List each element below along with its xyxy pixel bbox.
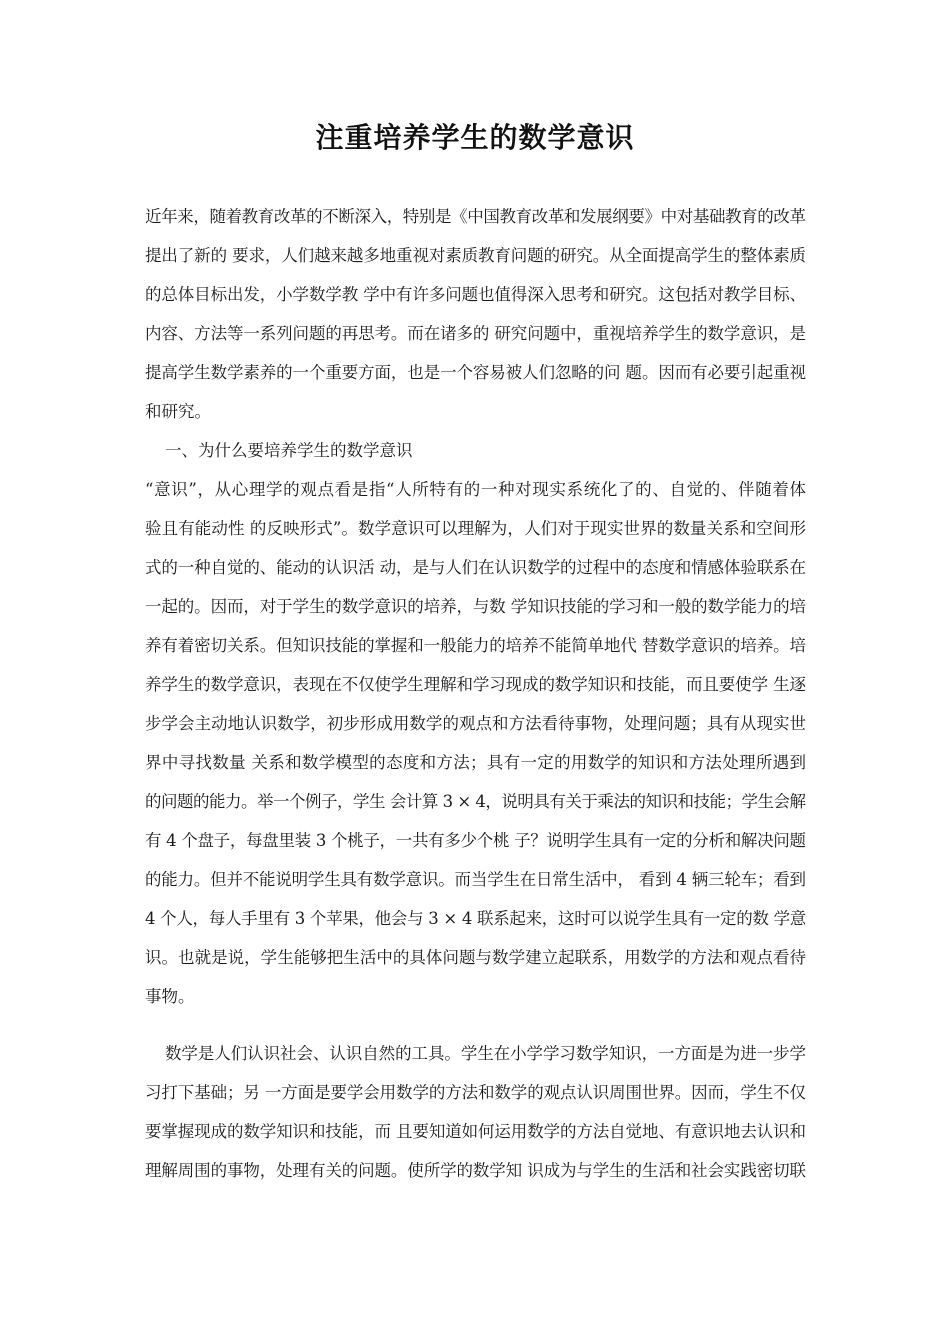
body-line: 要掌握现成的数学知识和技能，而 且要知道如何运用数学的方法自觉地、有意识地去认识和	[145, 1122, 806, 1141]
body-line: 有 4 个盘子，每盘里装 3 个桃子，一共有多少个桃 子？说明学生具有一定的分析和解决问题	[145, 831, 806, 850]
document-title: 注重培养学生的数学意识	[315, 121, 635, 154]
body-line: 式的一种自觉的、能动的认识活 动，是与人们在认识数学的过程中的态度和情感体验联系在	[145, 558, 806, 577]
body-line: 的问题的能力。举一个例子，学生 会计算 3 × 4，说明具有关于乘法的知识和技能；学生会解	[145, 792, 806, 811]
body-line: 数学是人们认识社会、认识自然的工具。学生在小学学习数学知识，一方面是为进一步学	[165, 1044, 806, 1063]
body-line: 和研究。	[145, 402, 211, 421]
body-line: 验且有能动性 的反映形式”。数学意识可以理解为，人们对于现实世界的数量关系和空间形	[145, 519, 807, 538]
body-line: 的能力。但并不能说明学生具有数学意识。而当学生在日常生活中， 看到 4 辆三轮车；看到	[145, 870, 806, 889]
body-line: 提高学生数学素养的一个重要方面，也是一个容易被人们忽略的问 题。因而有必要引起重视	[145, 363, 806, 382]
body-line: 一起的。因而，对于学生的数学意识的培养，与数 学知识技能的学习和一般的数学能力的培	[145, 597, 806, 616]
body-line: 步学会主动地认识数学，初步形成用数学的观点和方法看待事物，处理问题；具有从现实世	[145, 714, 807, 733]
body-line: 内容、方法等一系列问题的再思考。而在诸多的 研究问题中，重视培养学生的数学意识，是	[145, 324, 806, 343]
body-line: 识。也就是说，学生能够把生活中的具体问题与数学建立起联系，用数学的方法和观点看待	[145, 948, 807, 967]
body-line: 事物。	[145, 987, 195, 1006]
body-line: 4 个人，每人手里有 3 个苹果，他会与 3 × 4 联系起来，这时可以说学生具有一定的数 学意	[145, 909, 806, 928]
body-line: 一、为什么要培养学生的数学意识	[165, 441, 413, 460]
body-line: 提出了新的 要求，人们越来越多地重视对素质教育问题的研究。从全面提高学生的整体素质	[145, 246, 806, 265]
body-line: 理解周围的事物，处理有关的问题。使所学的数学知 识成为与学生的生活和社会实践密切联	[145, 1161, 806, 1180]
body-line: “意识”，从心理学的观点看是指“人所特有的一种对现实系统化了的、自觉的、伴随着体	[145, 480, 807, 499]
body-line: 界中寻找数量 关系和数学模型的态度和方法；具有一定的用数学的知识和方法处理所遇到	[145, 753, 807, 772]
body-line: 习打下基础；另 一方面是要学会用数学的方法和数学的观点认识周围世界。因而，学生不仅	[145, 1083, 806, 1102]
body-line: 养有着密切关系。但知识技能的掌握和一般能力的培养不能简单地代 替数学意识的培养。培	[145, 636, 806, 655]
body-line: 养学生的数学意识，表现在不仅使学生理解和学习现成的数学知识和技能，而且要使学 生逐	[145, 675, 806, 694]
body-line: 的总体目标出发，小学数学教 学中有许多问题也值得深入思考和研究。这包括对教学目标、	[145, 285, 806, 304]
body-line: 近年来，随着教育改革的不断深入，特别是《中国教育改革和发展纲要》中对基础教育的改革	[145, 207, 806, 226]
